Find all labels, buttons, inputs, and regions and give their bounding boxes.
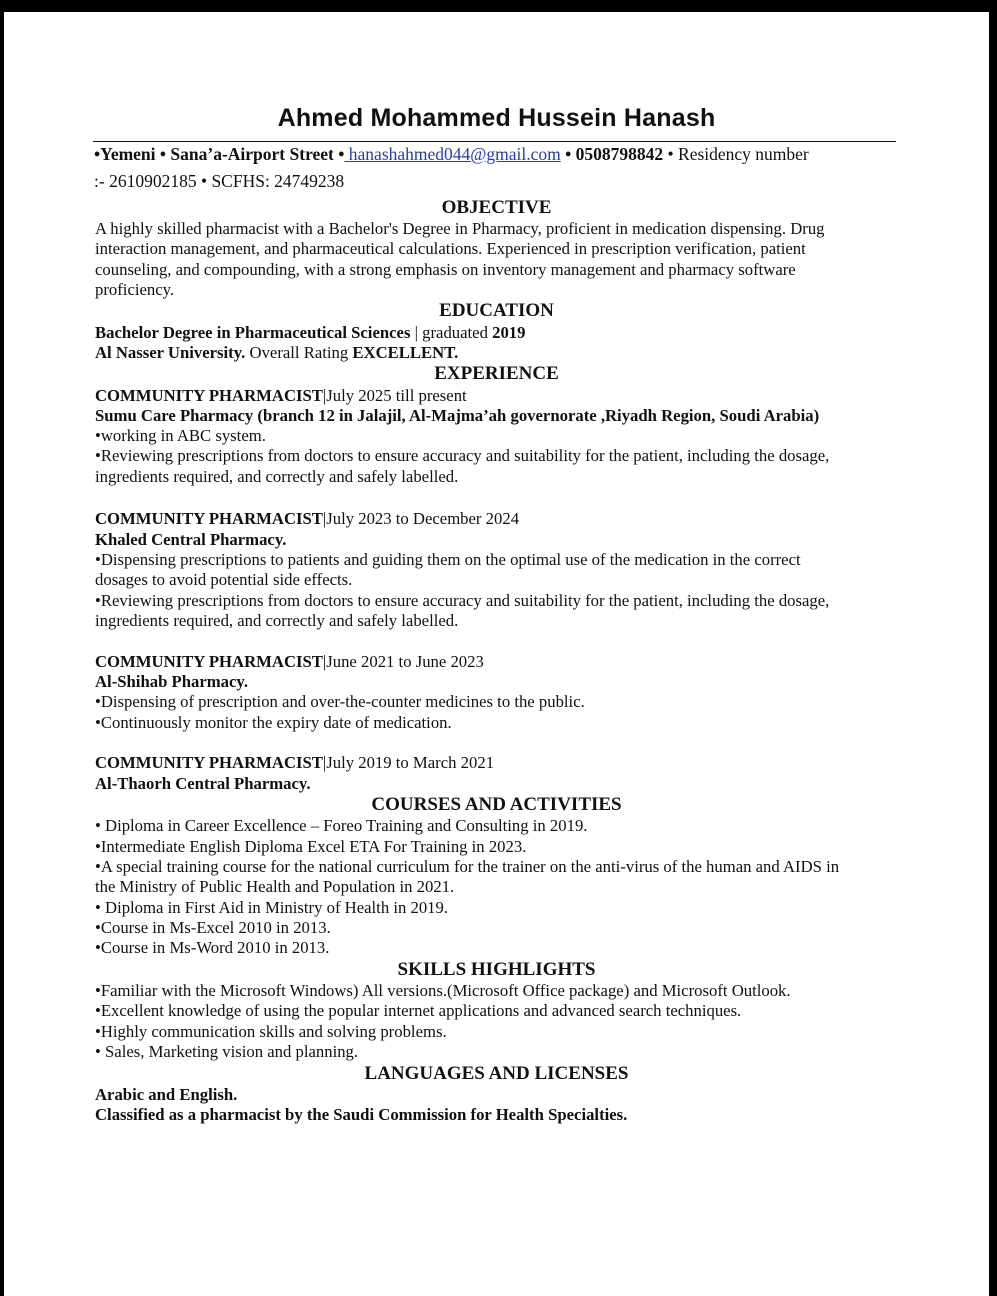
graduated-label: | graduated — [410, 323, 493, 342]
resume-page — [4, 12, 989, 1296]
education-university-line — [95, 343, 458, 363]
job-detail-line: •Dispensing prescriptions to patients and guiding them on the optimal use of the medication in the correct — [95, 550, 801, 569]
course-line: •A special training course for the national curriculum for the trainer on the anti-virus of the human and AIDS in — [95, 857, 840, 876]
job-employer — [95, 406, 819, 426]
course-line: •Course in Ms-Word 2010 in 2013. — [95, 938, 330, 957]
languages-text: Arabic and English. — [95, 1085, 238, 1104]
job-detail-line: ingredients required, and correctly and safely labelled. — [95, 467, 459, 486]
job-title-line — [95, 753, 494, 773]
email-link[interactable]: hanashahmed044@gmail.com — [344, 144, 561, 164]
objective-heading: OBJECTIVE — [441, 197, 552, 218]
objective-line: counseling, and compounding, with a strong emphasis on inventory management and pharmacy software — [95, 260, 796, 279]
job-title: COMMUNITY PHARMACIST — [95, 386, 323, 405]
job-title: COMMUNITY PHARMACIST — [95, 652, 323, 671]
course-line: •Course in Ms-Excel 2010 in 2013. — [95, 918, 331, 937]
objective-line: A highly skilled pharmacist with a Bachelor's Degree in Pharmacy, proficient in medication dispensing. Drug — [95, 219, 825, 238]
contact-line — [94, 144, 809, 165]
job-title-line — [95, 386, 467, 406]
address: • Sana’a-Airport Street — [159, 144, 334, 164]
job-employer — [95, 530, 286, 550]
skill-line: •Familiar with the Microsoft Windows) All versions.(Microsoft Office package) and Microsoft Outlook. — [95, 981, 791, 1000]
rating-label: Overall Rating — [245, 343, 353, 362]
job-title-line — [95, 509, 519, 529]
university: Al Nasser University. — [95, 343, 246, 362]
objective-line: interaction management, and pharmaceutical calculations. Experienced in prescription verification, patient — [95, 239, 806, 258]
education-degree-line — [95, 323, 525, 343]
job-title-line — [95, 652, 484, 672]
job-detail-line: •working in ABC system. — [95, 426, 266, 445]
experience-heading: EXPERIENCE — [434, 363, 559, 384]
job-employer — [95, 774, 311, 794]
job-detail-line: dosages to avoid potential side effects. — [95, 570, 353, 589]
job-detail-line: •Continuously monitor the expiry date of medication. — [95, 713, 452, 732]
job-period: |July 2023 to December 2024 — [322, 509, 520, 528]
job-title: COMMUNITY PHARMACIST — [95, 753, 323, 772]
job-period: |July 2025 till present — [322, 386, 467, 405]
job-detail-line: •Reviewing prescriptions from doctors to ensure accuracy and suitability for the patient, including the dosage, — [95, 591, 830, 610]
course-line: •Intermediate English Diploma Excel ETA For Training in 2023. — [95, 837, 527, 856]
employer-name: Khaled Central Pharmacy. — [95, 530, 287, 549]
job-detail-line: ingredients required, and correctly and safely labelled. — [95, 611, 459, 630]
skills-heading: SKILLS HIGHLIGHTS — [397, 959, 596, 980]
phone: • 0508798842 — [565, 144, 664, 164]
job-title: COMMUNITY PHARMACIST — [95, 509, 323, 528]
courses-heading: COURSES AND ACTIVITIES — [371, 794, 622, 815]
residency-line: :- 2610902185 • SCFHS: 24749238 — [94, 171, 345, 191]
license-line — [95, 1105, 627, 1125]
employer-name: Sumu Care Pharmacy (branch 12 in Jalajil, Al-Majma’ah governorate ,Riyadh Region, Soudi Arabia) — [95, 406, 820, 425]
education-heading: EDUCATION — [439, 300, 554, 321]
residency-label: • Residency number — [667, 144, 809, 164]
job-period: |June 2021 to June 2023 — [322, 652, 484, 671]
languages-line — [95, 1085, 237, 1105]
employer-name: Al-Shihab Pharmacy. — [95, 672, 248, 691]
job-detail-line: •Reviewing prescriptions from doctors to ensure accuracy and suitability for the patient, including the dosage, — [95, 446, 830, 465]
license-text: Classified as a pharmacist by the Saudi Commission for Health Specialties. — [95, 1105, 628, 1124]
job-employer — [95, 672, 248, 692]
skill-line: • Sales, Marketing vision and planning. — [95, 1042, 359, 1061]
languages-heading: LANGUAGES AND LICENSES — [364, 1063, 629, 1084]
course-line: the Ministry of Public Health and Population in 2021. — [95, 877, 455, 896]
nationality: •Yemeni — [94, 144, 156, 164]
degree: Bachelor Degree in Pharmaceutical Sciences — [95, 323, 411, 342]
name-underline-divider — [93, 141, 896, 142]
skill-line: •Excellent knowledge of using the popular internet applications and advanced search techniques. — [95, 1001, 742, 1020]
job-period: |July 2019 to March 2021 — [322, 753, 495, 772]
skill-line: •Highly communication skills and solving problems. — [95, 1022, 447, 1041]
course-line: • Diploma in Career Excellence – Foreo Training and Consulting in 2019. — [95, 816, 588, 835]
candidate-name: Ahmed Mohammed Hussein Hanash — [277, 104, 716, 132]
objective-line: proficiency. — [95, 280, 175, 299]
job-detail-line: •Dispensing of prescription and over-the-counter medicines to the public. — [95, 692, 585, 711]
course-line: • Diploma in First Aid in Ministry of Health in 2019. — [95, 898, 449, 917]
rating: EXCELLENT. — [352, 343, 459, 362]
email-bullet: • — [338, 144, 345, 164]
employer-name: Al-Thaorh Central Pharmacy. — [95, 774, 311, 793]
graduation-year: 2019 — [492, 323, 526, 342]
